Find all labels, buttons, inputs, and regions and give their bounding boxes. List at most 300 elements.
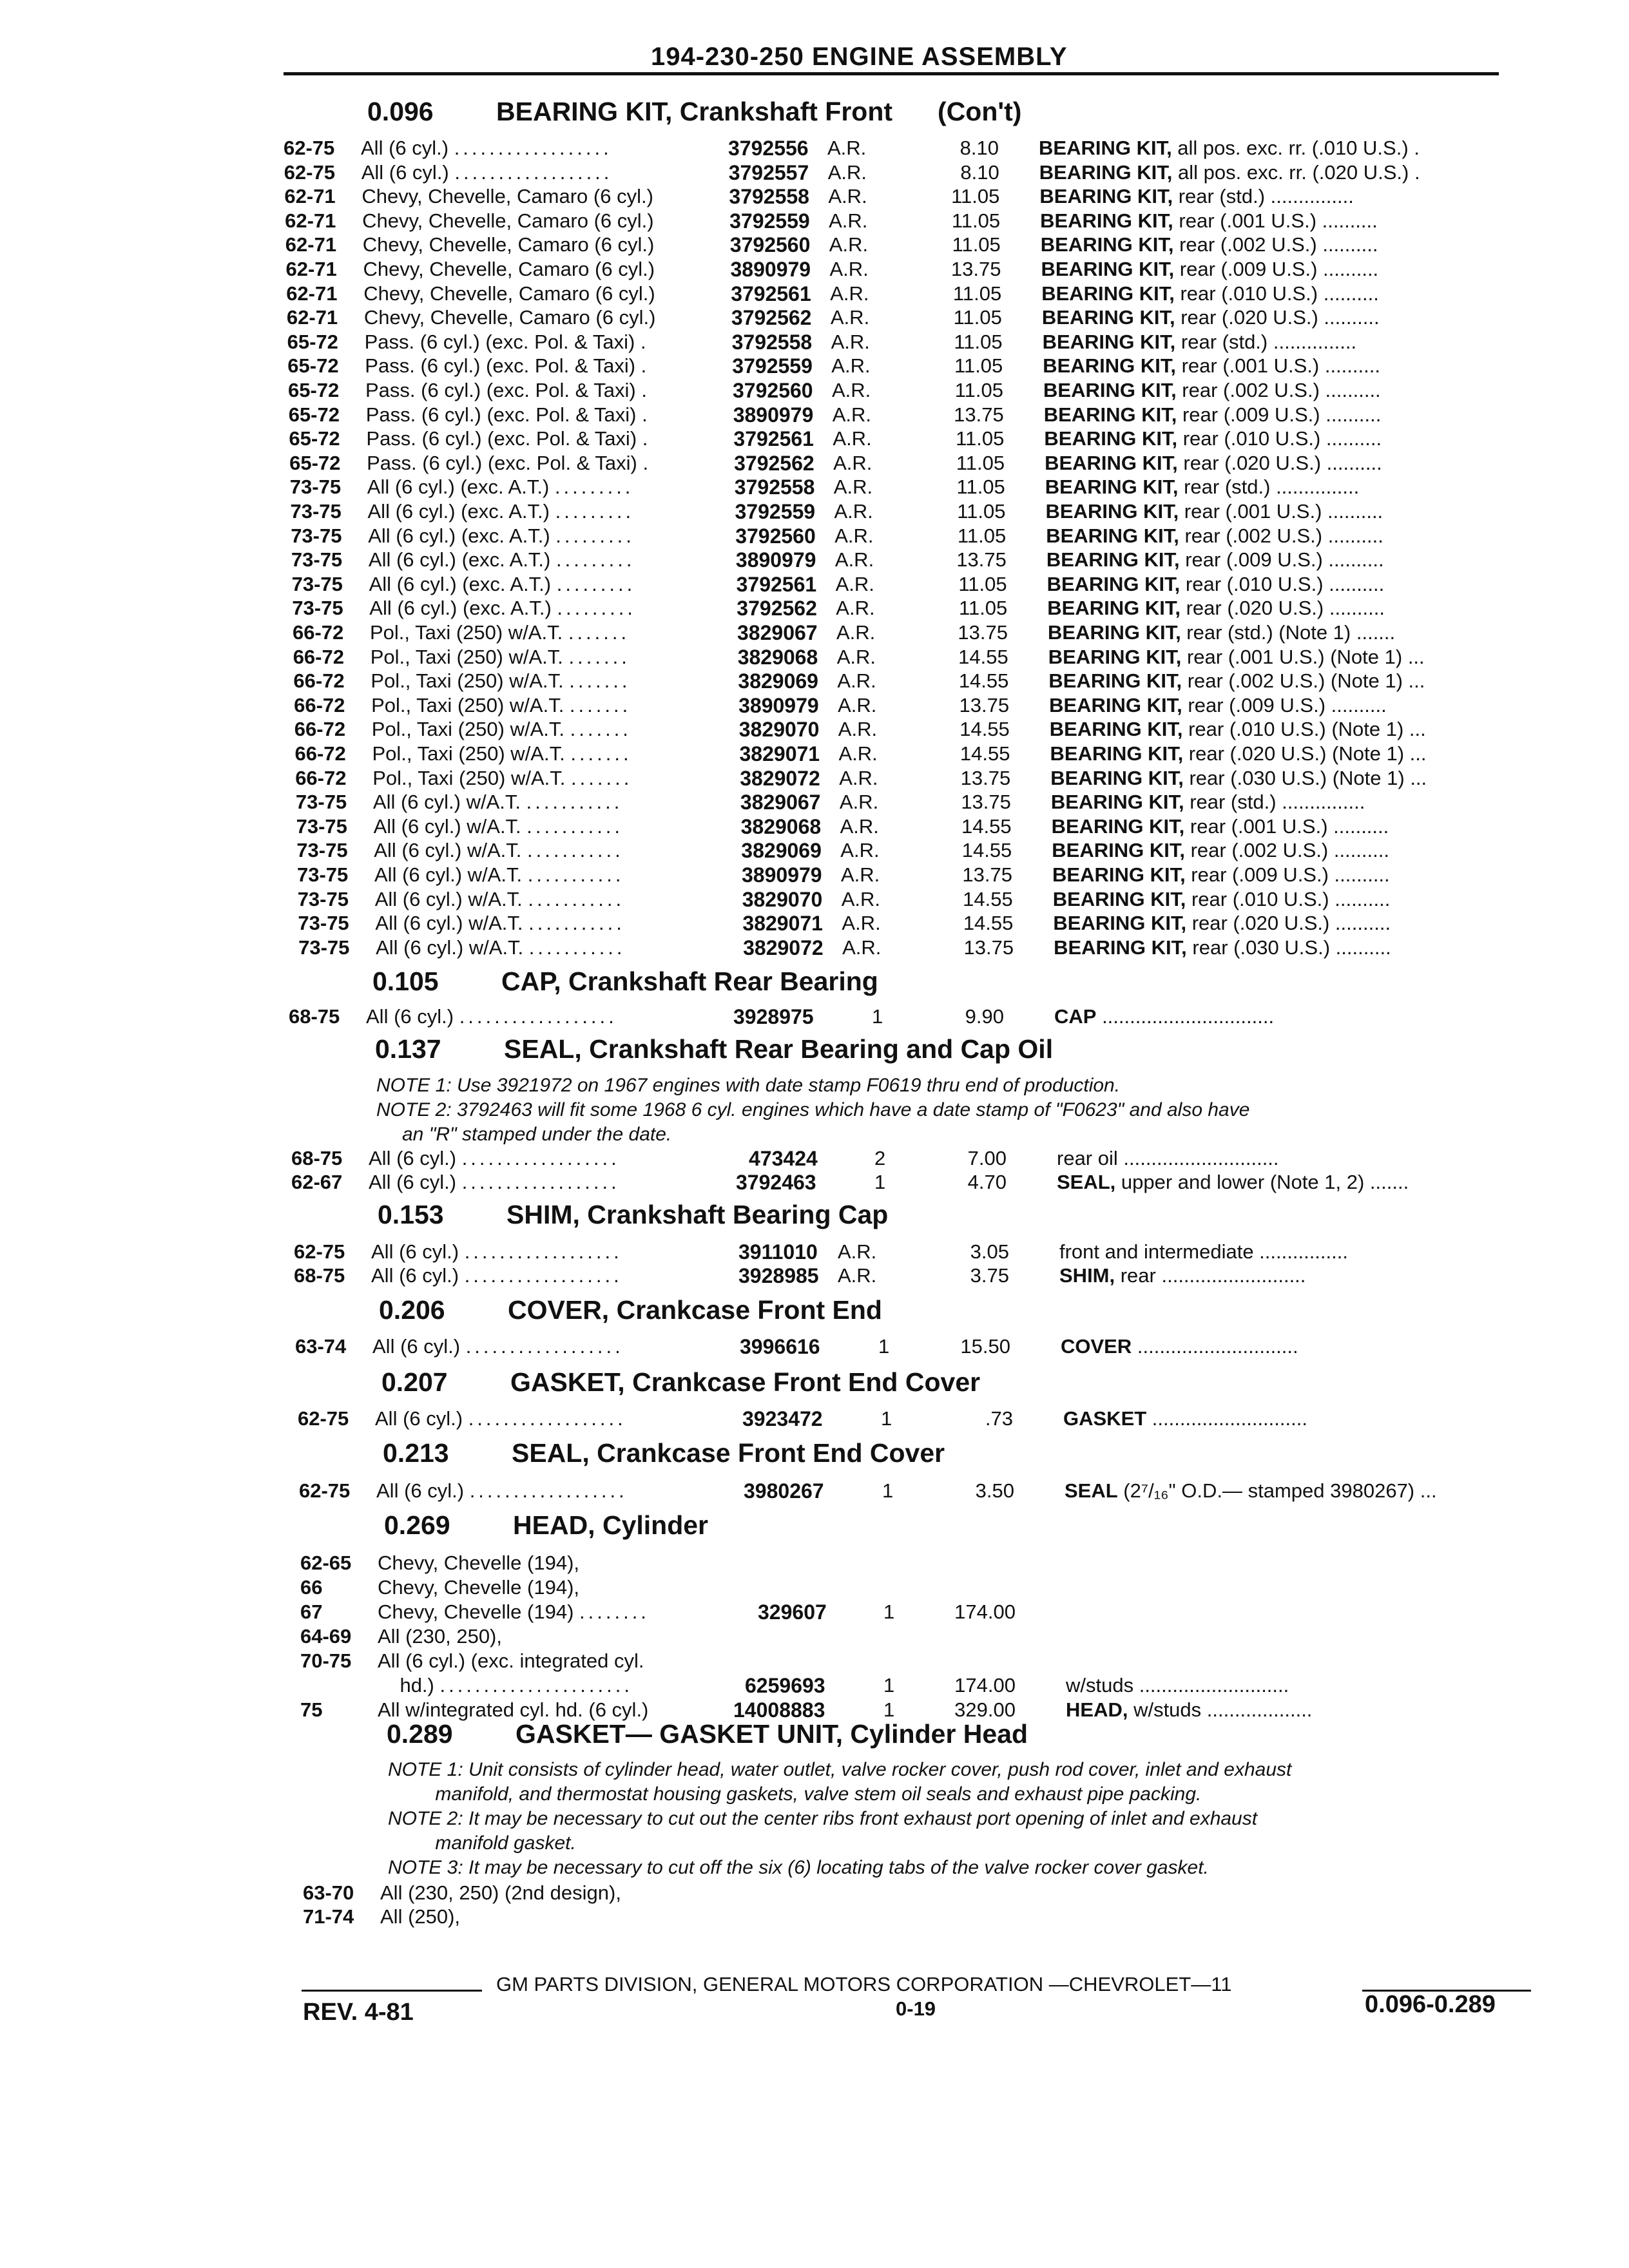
quantity: 1 xyxy=(872,1005,883,1028)
part-number: 3829072 xyxy=(740,767,820,790)
year-range: 73-75 xyxy=(291,524,342,547)
section-note: an "R" stamped under the date. xyxy=(402,1124,672,1145)
year-range: 73-75 xyxy=(291,573,343,595)
year-range: 68-75 xyxy=(294,1264,345,1287)
section-name: COVER, Crankcase Front End xyxy=(508,1295,882,1325)
year-range: 62-75 xyxy=(284,161,335,184)
description-detail: all pos. exc. rr. (.020 U.S.) . xyxy=(1172,161,1420,184)
part-number: 3890979 xyxy=(742,863,822,887)
description-name: BEARING KIT, xyxy=(1039,161,1173,184)
table-row xyxy=(291,548,1516,572)
table-row xyxy=(298,888,1522,911)
application xyxy=(368,500,635,523)
part-number: 6259693 xyxy=(745,1674,825,1697)
description-name: BEARING KIT, xyxy=(1053,912,1187,934)
application xyxy=(367,476,634,499)
price: 13.75 xyxy=(958,621,1008,644)
description-detail: rear (.009 U.S.) .......... xyxy=(1179,548,1384,571)
table-row xyxy=(294,1240,1518,1264)
description-name: BEARING KIT, xyxy=(1049,694,1182,716)
table-row xyxy=(285,233,1510,256)
part-number: 3923472 xyxy=(742,1407,823,1430)
year-range: 63-74 xyxy=(295,1335,347,1358)
description-name: BEARING KIT, xyxy=(1046,573,1181,595)
description-detail: rear (.010 U.S.) .......... xyxy=(1174,282,1379,305)
year-range: 73-75 xyxy=(297,863,349,886)
table-row xyxy=(300,1649,1525,1673)
description xyxy=(1048,669,1425,693)
part-number: 3792559 xyxy=(729,209,810,233)
quantity: A.R. xyxy=(832,403,871,426)
table-row xyxy=(293,646,1518,669)
description xyxy=(1066,1698,1312,1722)
application-text: All (6 cyl.) w/A.T. xyxy=(374,888,528,910)
year-range: 73-75 xyxy=(296,839,348,861)
application xyxy=(374,815,623,838)
table-row xyxy=(300,1674,1525,1697)
section-heading xyxy=(384,1510,708,1541)
table-row xyxy=(294,1264,1518,1287)
leader-dots: ....... xyxy=(570,742,632,765)
price: 13.75 xyxy=(950,258,1001,280)
part-number: 3792560 xyxy=(729,233,811,256)
application xyxy=(376,1479,628,1503)
section-code: 0.289 xyxy=(387,1719,453,1749)
description xyxy=(1063,1407,1307,1430)
page-title: 194-230-250 ENGINE ASSEMBLY xyxy=(651,43,1068,71)
quantity: A.R. xyxy=(838,694,877,716)
year-range: 66-72 xyxy=(294,742,346,765)
description xyxy=(1050,742,1427,765)
part-number: 3829068 xyxy=(737,646,818,669)
footer-revision: REV. 4-81 xyxy=(303,1999,414,2026)
application-text: Chevy, Chevelle, Camaro (6 cyl.) xyxy=(361,185,653,207)
part-number: 3890979 xyxy=(733,403,814,427)
application xyxy=(372,767,632,790)
table-row xyxy=(296,815,1521,838)
description xyxy=(1059,1264,1306,1287)
application xyxy=(365,354,650,378)
description-detail: w/studs ........................... xyxy=(1066,1674,1289,1696)
price: 11.05 xyxy=(956,452,1005,474)
leader-dots: . xyxy=(641,354,650,377)
year-range: 66-72 xyxy=(293,669,345,692)
description-name: BEARING KIT, xyxy=(1045,476,1179,498)
part-number: 3792562 xyxy=(734,452,815,475)
description-detail: ............................ xyxy=(1146,1407,1307,1430)
price: 14.55 xyxy=(958,646,1008,668)
application xyxy=(371,646,630,669)
quantity: 1 xyxy=(882,1479,894,1502)
description xyxy=(1043,379,1381,402)
application xyxy=(363,258,655,281)
description-detail: rear (.002 U.S.) (Note 1) ... xyxy=(1182,669,1425,692)
leader-dots: .................. xyxy=(454,137,612,159)
description xyxy=(1044,403,1382,427)
quantity: A.R. xyxy=(829,233,869,256)
description-name: BEARING KIT, xyxy=(1050,767,1184,789)
description-detail: rear (.020 U.S.) .......... xyxy=(1175,306,1380,329)
table-row xyxy=(291,500,1515,523)
price: 11.05 xyxy=(957,500,1006,523)
table-row xyxy=(285,209,1509,233)
application xyxy=(370,621,630,644)
part-number: 3980267 xyxy=(744,1479,824,1503)
description xyxy=(1043,331,1356,354)
quantity: A.R. xyxy=(841,888,880,910)
price: 13.75 xyxy=(956,548,1007,571)
price: 13.75 xyxy=(963,936,1014,959)
application-text: Pol., Taxi (250) w/A.T. xyxy=(370,621,568,644)
price: 3.75 xyxy=(970,1264,1009,1287)
description xyxy=(1053,888,1391,911)
description-name: BEARING KIT, xyxy=(1043,403,1177,426)
quantity: 2 xyxy=(874,1147,886,1169)
description-name: BEARING KIT, xyxy=(1043,354,1176,377)
part-number: 3792557 xyxy=(728,161,809,184)
application-text: Chevy, Chevelle (194), xyxy=(378,1552,580,1574)
part-number: 3890979 xyxy=(735,548,816,572)
table-row xyxy=(284,161,1509,184)
leader-dots: .................. xyxy=(464,1264,622,1287)
price: 11.05 xyxy=(952,282,1002,305)
year-range: 65-72 xyxy=(289,452,341,474)
year-range: 68-75 xyxy=(291,1147,343,1169)
application xyxy=(378,1649,644,1673)
description xyxy=(1065,1479,1437,1503)
quantity: A.R. xyxy=(840,815,879,838)
application xyxy=(374,839,623,862)
application-text: All (6 cyl.) w/A.T. xyxy=(374,863,528,886)
description xyxy=(1043,354,1380,378)
year-range: 65-72 xyxy=(288,403,340,426)
application-text: All (6 cyl.) (exc. A.T.) xyxy=(367,476,555,498)
description-name: BEARING KIT, xyxy=(1048,669,1182,692)
price: 13.75 xyxy=(960,767,1011,789)
application-text: Chevy, Chevelle, Camaro (6 cyl.) xyxy=(362,209,654,232)
quantity: A.R. xyxy=(833,427,872,450)
year-range: 64-69 xyxy=(300,1625,352,1648)
application xyxy=(361,161,613,184)
application-text: All (230, 250) (2nd design), xyxy=(380,1881,621,1904)
application xyxy=(378,1600,650,1624)
part-number: 3829069 xyxy=(741,839,822,862)
description-name: BEARING KIT, xyxy=(1044,427,1178,450)
year-range: 62-75 xyxy=(294,1240,345,1263)
application xyxy=(368,524,635,548)
year-range: 66-72 xyxy=(293,621,344,644)
application xyxy=(369,597,636,620)
leader-dots: ......... xyxy=(555,524,635,547)
application xyxy=(367,452,651,475)
year-range: 73-75 xyxy=(291,548,343,571)
description-detail: rear (std.) (Note 1) ....... xyxy=(1181,621,1396,644)
application-text: Chevy, Chevelle, Camaro (6 cyl.) xyxy=(362,233,655,256)
description xyxy=(1046,500,1383,523)
leader-dots: .................. xyxy=(454,161,613,184)
application xyxy=(372,718,631,741)
leader-dots: ....... xyxy=(568,646,630,668)
description xyxy=(1040,209,1378,233)
year-range: 70-75 xyxy=(300,1649,352,1672)
year-range: 73-75 xyxy=(289,476,342,498)
application-text: All (6 cyl.) xyxy=(361,137,454,159)
quantity: A.R. xyxy=(832,379,871,401)
description-detail: rear (.009 U.S.) .......... xyxy=(1177,403,1382,426)
section-name: SHIM, Crankshaft Bearing Cap xyxy=(506,1200,889,1229)
part-number: 3829070 xyxy=(742,888,823,911)
price: 3.50 xyxy=(975,1479,1014,1502)
application-text: All (250), xyxy=(380,1905,461,1928)
part-number: 3829071 xyxy=(742,912,823,935)
table-row xyxy=(299,1479,1523,1503)
quantity: A.R. xyxy=(839,767,878,789)
application-text: Pass. (6 cyl.) (exc. Pol. & Taxi) xyxy=(364,331,641,353)
application-text: All (6 cyl.) (exc. A.T.) xyxy=(368,548,556,571)
table-row xyxy=(296,791,1520,814)
leader-dots: ........... xyxy=(528,936,626,959)
year-range: 62-71 xyxy=(286,306,338,329)
quantity: A.R. xyxy=(840,839,880,861)
application-text: All (6 cyl.) xyxy=(372,1335,466,1358)
year-range: 73-75 xyxy=(298,936,350,959)
application-text: All (6 cyl.) (exc. A.T.) xyxy=(368,524,556,547)
description-detail: w/studs ................... xyxy=(1128,1698,1313,1721)
part-number: 329607 xyxy=(758,1600,827,1624)
description xyxy=(1052,815,1389,838)
description-detail: rear (.002 U.S.) .......... xyxy=(1176,379,1381,401)
quantity: A.R. xyxy=(838,1240,877,1263)
description-detail: rear (.002 U.S.) .......... xyxy=(1173,233,1378,256)
price: 7.00 xyxy=(967,1147,1007,1169)
quantity: 1 xyxy=(883,1698,895,1721)
application-text: All (230, 250), xyxy=(378,1625,502,1648)
section-code: 0.207 xyxy=(381,1367,448,1397)
section-name: BEARING KIT, Crankshaft Front xyxy=(496,97,893,126)
price: 11.05 xyxy=(951,185,1000,207)
application xyxy=(364,306,656,329)
application xyxy=(371,1264,622,1287)
part-number: 473424 xyxy=(749,1147,818,1170)
leader-dots: . xyxy=(642,403,651,426)
price: 174.00 xyxy=(954,1600,1016,1623)
description xyxy=(1054,936,1391,959)
price: 11.05 xyxy=(959,597,1008,619)
table-row xyxy=(286,282,1510,305)
section-name: CAP, Crankshaft Rear Bearing xyxy=(501,966,878,996)
description-name: BEARING KIT, xyxy=(1045,452,1178,474)
application-text: All (6 cyl.) xyxy=(375,1407,468,1430)
table-row xyxy=(284,137,1508,160)
application-text: All (6 cyl.) xyxy=(361,161,455,184)
price: 14.55 xyxy=(961,815,1012,838)
description-name: BEARING KIT, xyxy=(1042,331,1176,353)
price: 15.50 xyxy=(960,1335,1010,1358)
leader-dots: .................. xyxy=(469,1479,628,1502)
application xyxy=(369,1147,620,1170)
application-text: Chevy, Chevelle, Camaro (6 cyl.) xyxy=(363,282,655,305)
price: 11.05 xyxy=(957,524,1007,547)
description xyxy=(1048,646,1425,669)
part-number: 3890979 xyxy=(738,694,819,717)
table-row xyxy=(300,1625,1525,1648)
table-row xyxy=(292,573,1516,596)
application-text: Chevy, Chevelle, Camaro (6 cyl.) xyxy=(363,258,655,280)
application-text: Chevy, Chevelle (194), xyxy=(378,1576,580,1599)
quantity: A.R. xyxy=(838,742,878,765)
part-number: 3792463 xyxy=(736,1171,816,1194)
application xyxy=(375,912,624,935)
quantity: A.R. xyxy=(836,621,876,644)
section-code: 0.105 xyxy=(372,966,439,996)
application xyxy=(375,1407,626,1430)
description-name: BEARING KIT, xyxy=(1041,306,1175,329)
application xyxy=(378,1552,579,1575)
application-text: All (6 cyl.) xyxy=(371,1264,465,1287)
year-range: 62-65 xyxy=(300,1552,352,1574)
year-range: 66-72 xyxy=(293,646,344,668)
price: 11.05 xyxy=(956,427,1005,450)
section-name: SEAL, Crankcase Front End Cover xyxy=(512,1438,945,1468)
price: 13.75 xyxy=(961,791,1011,813)
leader-dots: ....... xyxy=(568,621,630,644)
quantity: A.R. xyxy=(830,306,870,329)
table-row xyxy=(298,936,1523,959)
description-detail: rear (std.) ............... xyxy=(1175,331,1357,353)
price: 13.75 xyxy=(954,403,1004,426)
year-range: 73-75 xyxy=(292,597,343,619)
description xyxy=(1054,1005,1274,1028)
leader-dots: ....... xyxy=(571,767,633,789)
part-number: 3911010 xyxy=(738,1240,818,1264)
description-detail: rear (.010 U.S.) (Note 1) ... xyxy=(1182,718,1426,740)
description-detail: ............................. xyxy=(1132,1335,1298,1358)
table-row xyxy=(303,1881,1527,1905)
application-text: hd.) xyxy=(378,1674,440,1696)
application-text: Pol., Taxi (250) w/A.T. xyxy=(371,669,570,692)
section-code: 0.269 xyxy=(384,1510,450,1540)
year-range: 62-71 xyxy=(285,258,337,280)
year-range: 75 xyxy=(300,1698,323,1721)
application-text: Chevy, Chevelle, Camaro (6 cyl.) xyxy=(363,306,656,329)
description-name: BEARING KIT, xyxy=(1051,815,1185,838)
price: 11.05 xyxy=(951,209,1001,232)
description xyxy=(1045,476,1359,499)
application xyxy=(363,233,655,256)
price: 14.55 xyxy=(959,742,1010,765)
part-number: 3792560 xyxy=(733,379,813,402)
footer-section-range: 0.096-0.289 xyxy=(1365,1991,1496,2018)
price: 9.90 xyxy=(965,1005,1004,1028)
section-heading xyxy=(378,1200,888,1230)
description-name: BEARING KIT, xyxy=(1052,863,1186,886)
application-text: Pass. (6 cyl.) (exc. Pol. & Taxi) xyxy=(367,452,643,474)
table-row xyxy=(284,185,1509,208)
quantity: A.R. xyxy=(836,597,875,619)
part-number: 3792559 xyxy=(735,500,816,523)
quantity: A.R. xyxy=(830,282,869,305)
part-number: 3792556 xyxy=(728,137,809,160)
quantity: 1 xyxy=(881,1407,892,1430)
section-name: GASKET— GASKET UNIT, Cylinder Head xyxy=(516,1719,1028,1749)
price: 4.70 xyxy=(967,1171,1007,1193)
part-number: 3829071 xyxy=(739,742,820,765)
leader-dots: ........... xyxy=(527,839,624,861)
description-detail: front and intermediate ................ xyxy=(1059,1240,1348,1263)
description-detail: rear oil ............................ xyxy=(1057,1147,1279,1169)
application-text: All (6 cyl.) w/A.T. xyxy=(376,936,529,959)
section-note: manifold gasket. xyxy=(414,1832,576,1854)
description xyxy=(1042,306,1380,329)
description xyxy=(1057,1147,1279,1170)
description xyxy=(1053,912,1391,935)
table-row xyxy=(289,403,1513,427)
section-name: GASKET, Crankcase Front End Cover xyxy=(510,1367,981,1397)
description-detail: rear .......................... xyxy=(1115,1264,1306,1287)
year-range: 73-75 xyxy=(298,912,349,934)
leader-dots: .................. xyxy=(461,1147,620,1169)
price: 13.75 xyxy=(959,694,1010,716)
part-number: 3829072 xyxy=(743,936,824,959)
table-row xyxy=(298,1407,1522,1430)
table-row xyxy=(289,452,1514,475)
year-range: 68-75 xyxy=(289,1005,340,1028)
description-name: BEARING KIT, xyxy=(1048,621,1181,644)
table-row xyxy=(298,912,1522,935)
description xyxy=(1039,161,1420,184)
part-number: 3792561 xyxy=(731,282,811,305)
application xyxy=(375,888,624,911)
description-detail: rear (.010 U.S.) .......... xyxy=(1186,888,1391,910)
leader-dots: ....... xyxy=(569,694,631,716)
part-number: 3829070 xyxy=(738,718,820,741)
quantity: A.R. xyxy=(837,669,876,692)
description-name: SEAL xyxy=(1065,1479,1118,1502)
description xyxy=(1059,1240,1348,1264)
year-range: 62-75 xyxy=(298,1407,349,1430)
description-name: SHIM, xyxy=(1059,1264,1115,1287)
section-heading xyxy=(381,1367,980,1398)
application xyxy=(365,379,650,402)
quantity: 1 xyxy=(874,1171,886,1193)
description xyxy=(1050,718,1426,741)
part-number: 3792559 xyxy=(732,354,813,378)
description-name: BEARING KIT, xyxy=(1041,258,1175,280)
section-code: 0.213 xyxy=(383,1438,449,1468)
part-number: 3890979 xyxy=(730,258,811,281)
application-text: All (6 cyl.) w/A.T. xyxy=(373,815,527,838)
application xyxy=(376,936,625,959)
application-text: Pass. (6 cyl.) (exc. Pol. & Taxi) xyxy=(365,354,641,377)
year-range: 66-72 xyxy=(294,718,346,740)
section-heading xyxy=(372,966,878,997)
application-text: All (6 cyl.) xyxy=(366,1005,459,1028)
application-text: All (6 cyl.) (exc. A.T.) xyxy=(367,500,555,523)
table-row xyxy=(300,1576,1525,1599)
year-range: 62-71 xyxy=(285,233,337,256)
year-range: 65-72 xyxy=(288,379,340,401)
description xyxy=(1039,137,1420,160)
part-number: 3792558 xyxy=(729,185,809,208)
application xyxy=(378,1576,579,1599)
table-row xyxy=(289,1005,1513,1028)
application xyxy=(372,742,632,765)
description-detail: rear (.030 U.S.) (Note 1) ... xyxy=(1183,767,1427,789)
leader-dots: .................. xyxy=(459,1005,617,1028)
application xyxy=(369,573,636,596)
leader-dots: ......... xyxy=(557,597,636,619)
description-detail: rear (.020 U.S.) .......... xyxy=(1180,597,1385,619)
